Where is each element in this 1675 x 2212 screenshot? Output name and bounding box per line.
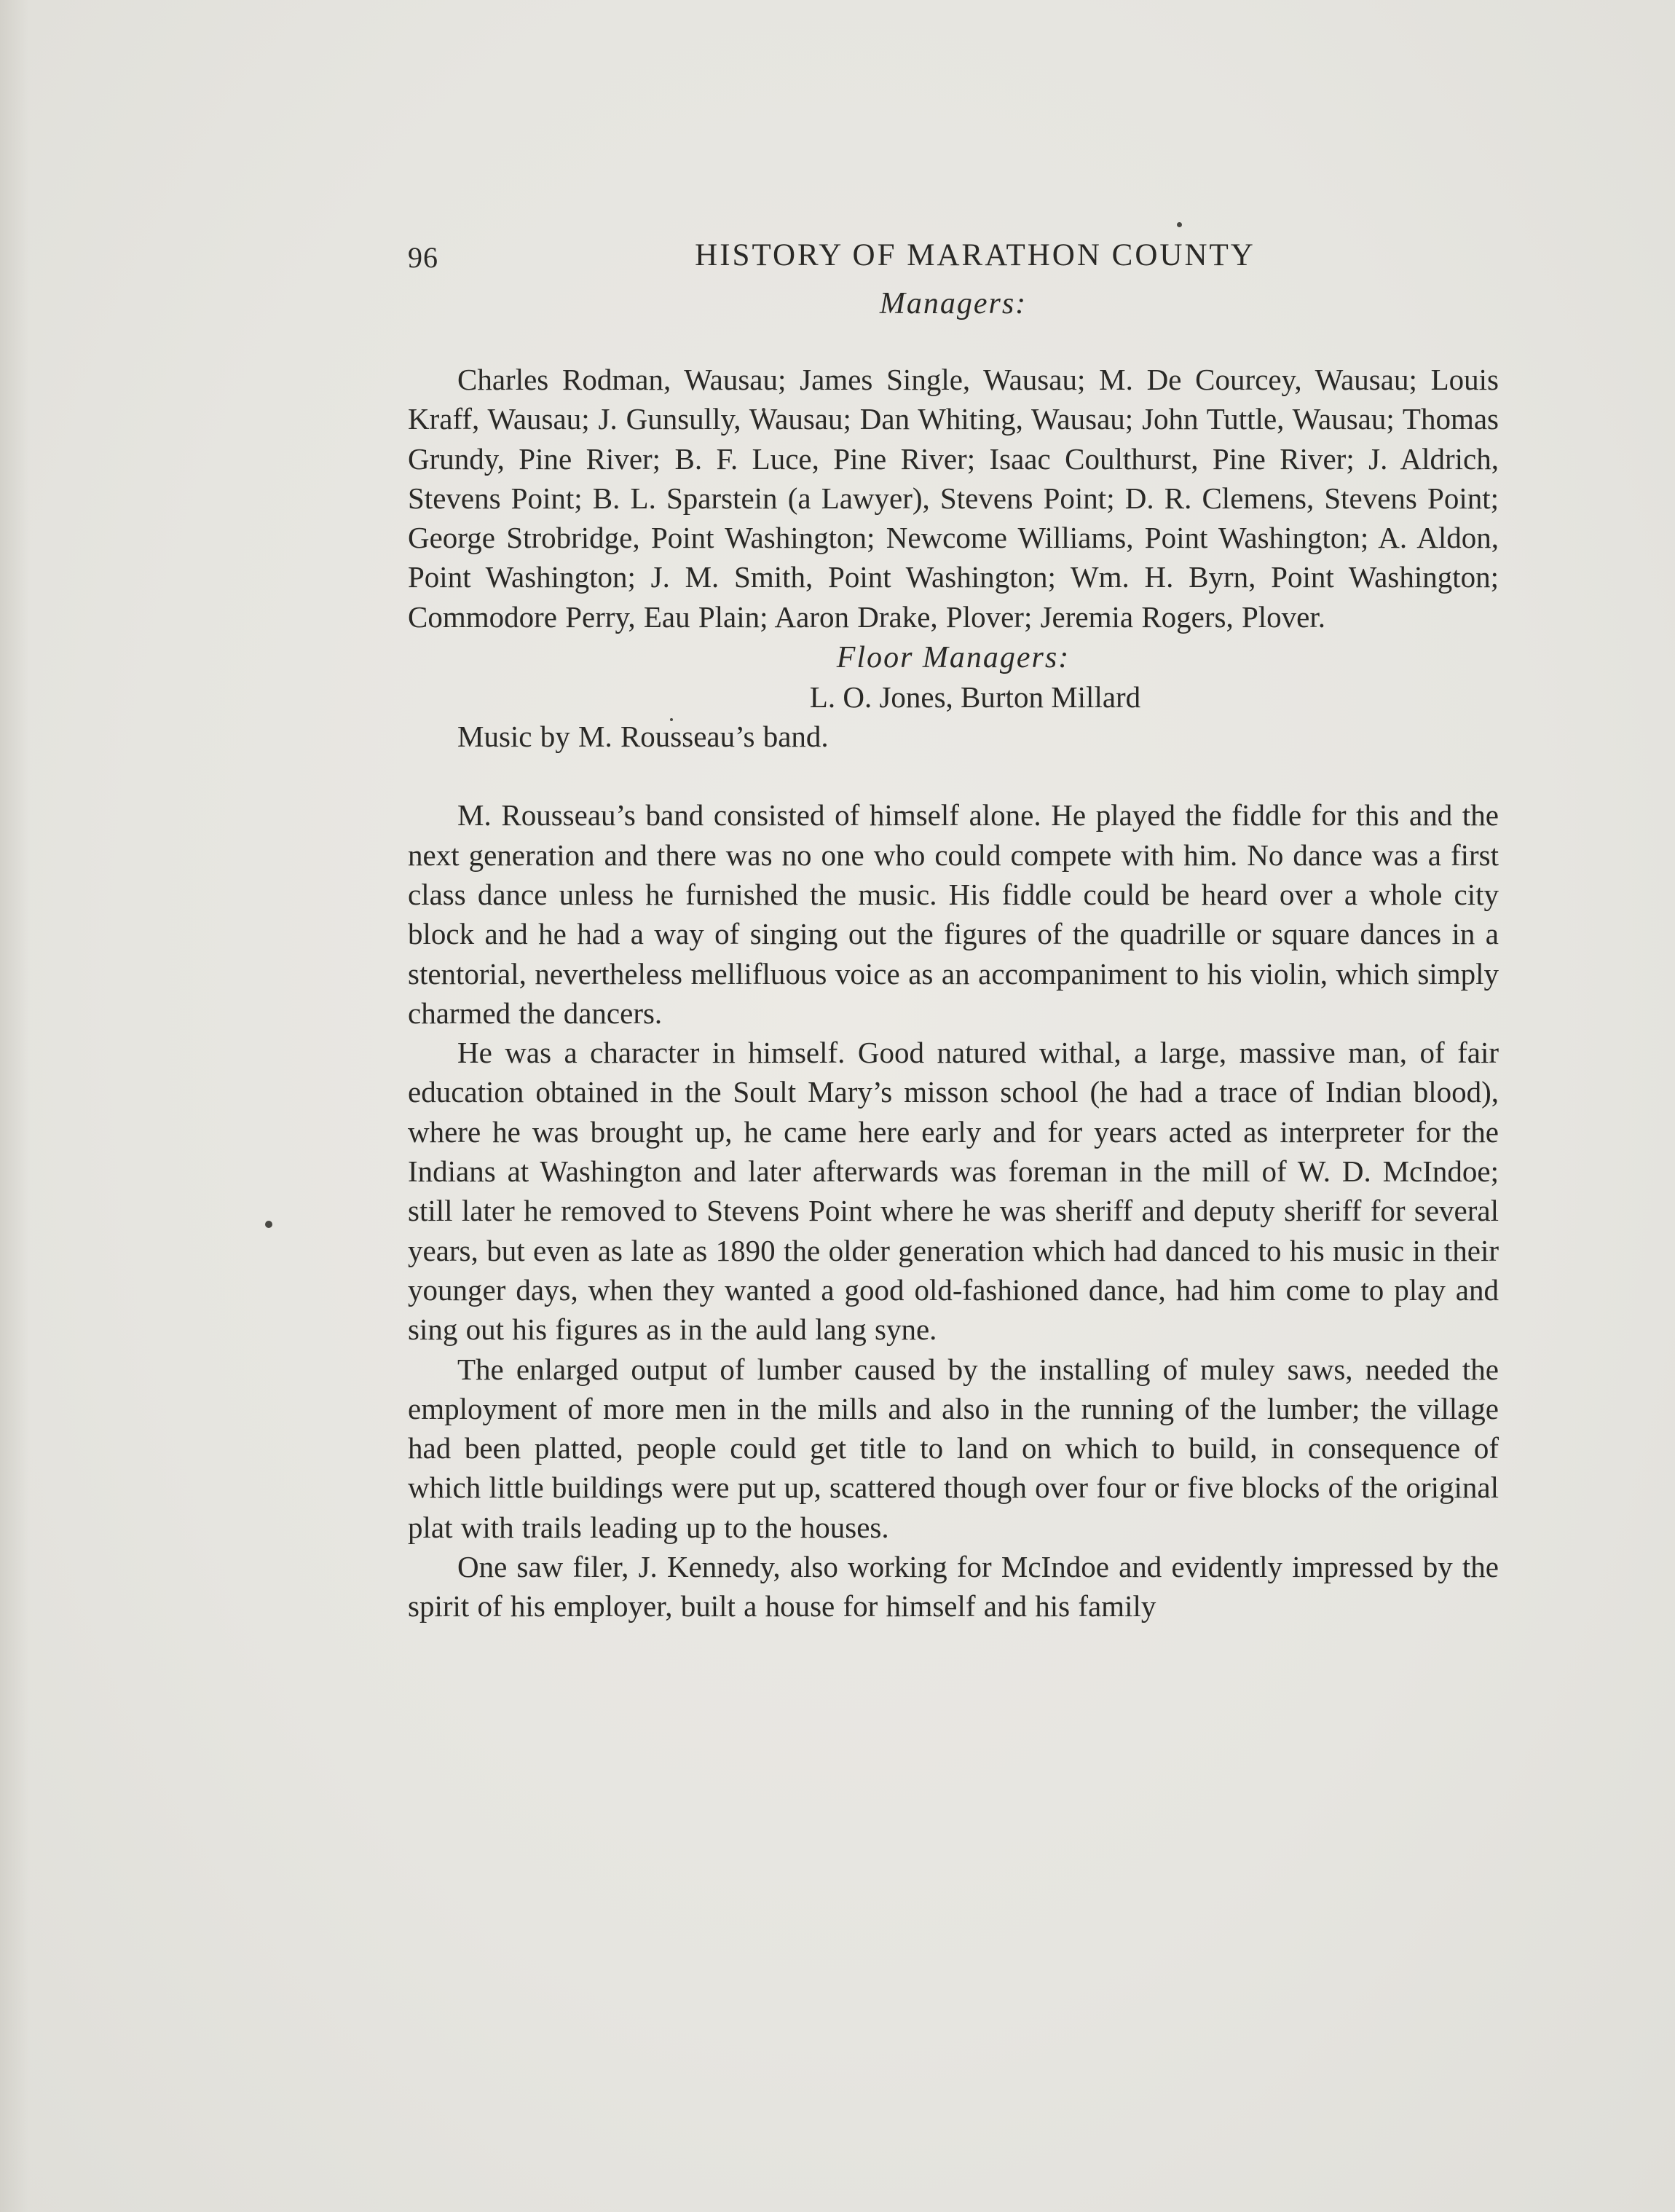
paragraph-lumber-output: The enlarged output of lumber caused by the installing of muley saws, needed the employment of more men in the mills and also in the running of the lumber; the village had been platted, people could get title to land on which to build, in consequence of which little buildings were put up, scattered though over four or five blocks of the original plat with trails leading up to the houses. [408,1352,1499,1544]
managers-heading: Managers: [879,287,1028,320]
floor-managers-heading: Floor Managers: [836,641,1071,675]
paragraph-saw-filer: One saw filer, J. Kennedy, also working for McIndoe and evidently impressed by the spirit of his employer, built a house for himself and his family [408,1550,1499,1623]
page-number: 96 [408,241,438,274]
managers-list: Charles Rodman, Wausau; James Single, Wausau; M. De Courcey, Wausau; Louis Kraff, Wausau; J. Gunsully, Wausau; Dan Whiting, Wausau; John Tuttle, Wausau; Thomas Grundy, Pine River; B. F. Luce, Pine River; Isaac Coulthurst, Pine River; J. Aldrich, Stevens Point; B. L. Sparstein (a Lawyer), Stevens Point; D. R. Clemens, Stevens Point; George Strobridge, Point Washington; Newcome Williams, Point Washington; A. Aldon, Point Washington; J. M. Smith, Point Washington; Wm. H. Byrn, Point Washington; Commodore Perry, Eau Plain; Aaron Drake, Plover; Jeremia Rogers, Plover. [408,363,1499,634]
floor-managers-names: L. O. Jones, Burton Millard [809,680,1141,715]
running-head [408,226,1499,284]
running-title: HISTORY OF MARATHON COUNTY [695,238,1256,272]
text-block [408,226,1499,1626]
paragraph-rousseau-band: M. Rousseau’s band consisted of himself alone. He played the fiddle for this and the next generation and there was no one who could compete with him. No dance was a first class dance unless he furnished the music. His fiddle could be heard over a whole city block and he had a way of singing out the figures of the quadrille or square dances in a stentorial, nevertheless mellifluous voice as an accompaniment to his violin, which simply charmed the dancers. [408,798,1499,1030]
section-gap [408,756,1499,795]
paper-speck [265,1221,272,1228]
music-line: Music by M. Rousseau’s band. [457,720,829,754]
paragraph-rousseau-character: He was a character in himself. Good natured withal, a large, massive man, of fair education obtained in the Soult Mary’s misson school (he had a trace of Indian blood), where he was brought up, he came here early and for years acted as interpreter for the Indians at Washington and later afterwards was foreman in the mill of W. D. McIndoe; still later he removed to Stevens Point where he was sheriff and deputy sheriff for several years, but even as late as 1890 the older generation which had danced to his music in their younger days, when they wanted a good old-fashioned dance, had him come to play and sing out his figures as in the auld lang syne. [408,1036,1499,1347]
